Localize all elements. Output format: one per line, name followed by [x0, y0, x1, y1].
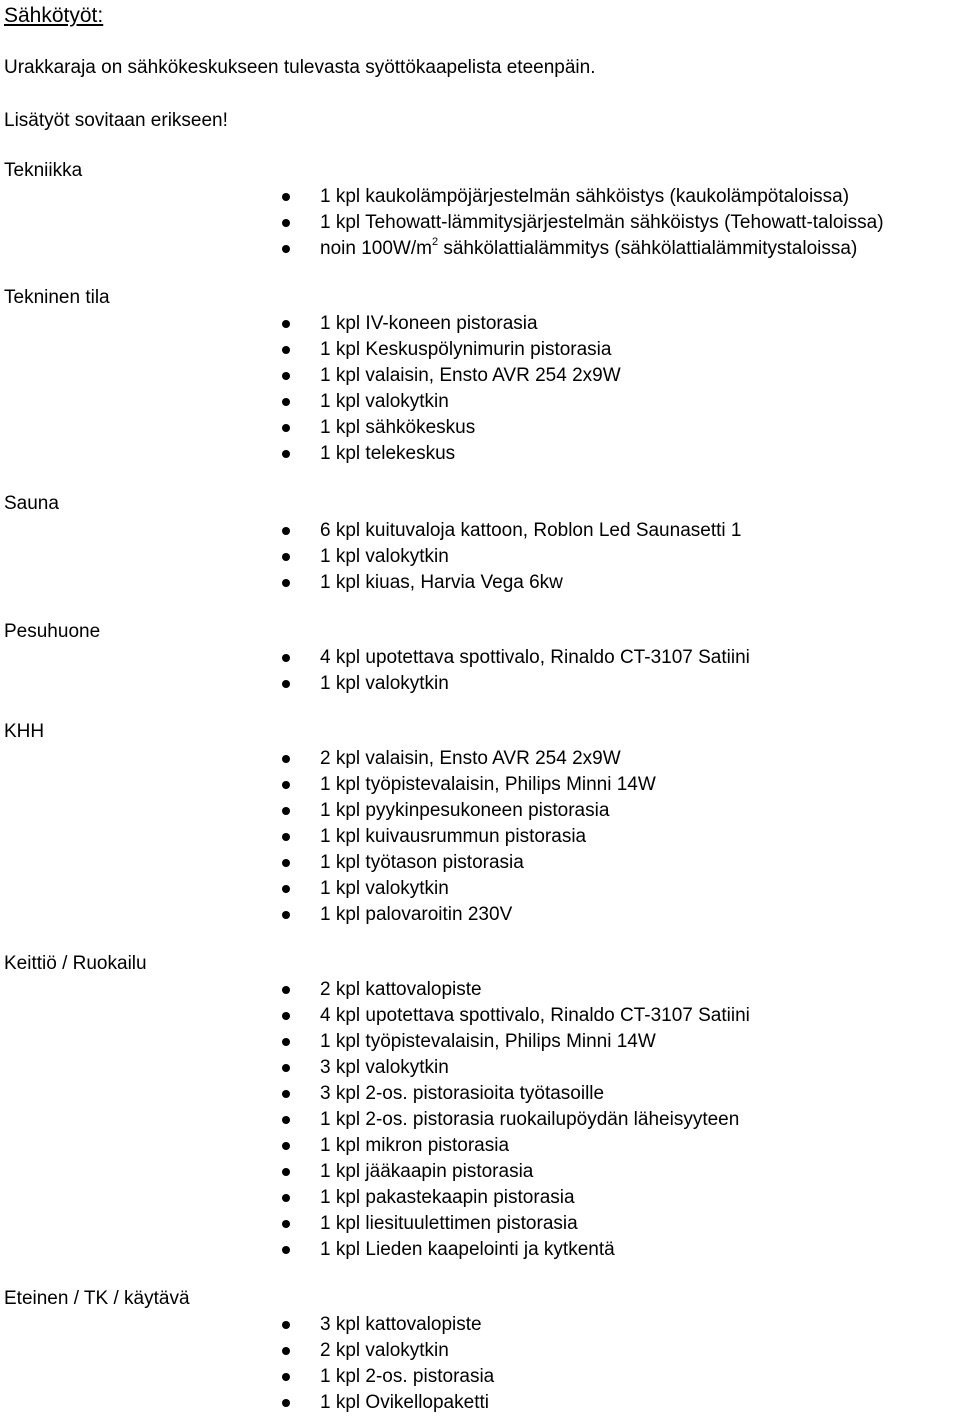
list-item	[0, 1390, 494, 1416]
section-list-sauna	[0, 518, 741, 596]
list-item	[0, 1338, 494, 1364]
section-list-khh	[0, 746, 656, 928]
section-label-tekninen-tila: Tekninen tila	[4, 287, 110, 308]
list-item	[0, 1081, 750, 1107]
bullet-icon	[282, 885, 290, 893]
section-list-eteinen	[0, 1312, 494, 1416]
list-item	[0, 518, 741, 544]
list-item	[0, 1107, 750, 1133]
list-item	[0, 977, 750, 1003]
bullet-icon	[282, 1064, 290, 1072]
list-item	[0, 876, 656, 902]
bullet-icon	[282, 346, 290, 354]
list-item	[0, 645, 750, 671]
list-item	[0, 746, 656, 772]
list-item-text: noin $100W/m^2$ sähkölattialämmitys (sähkölattialämmitystaloissa)	[320, 235, 858, 259]
list-item	[0, 671, 750, 697]
list-item-text: 1 kpl telekeskus	[320, 443, 456, 464]
section-label-tekniikka: Tekniikka	[4, 160, 83, 181]
list-item	[0, 850, 656, 876]
list-item	[0, 363, 621, 389]
list-item	[0, 1211, 750, 1237]
list-item-text: 1 kpl Tehowatt-lämmitysjärjestelmän sähköistys (Tehowatt-taloissa)	[320, 212, 884, 233]
list-item-text: 1 kpl valaisin, Ensto AVR 254 2x9W	[320, 365, 621, 386]
bullet-icon	[282, 1090, 290, 1098]
intro-paragraph: Lisätyöt sovitaan erikseen!	[4, 110, 228, 131]
list-item-text: 1 kpl valokytkin	[320, 391, 449, 412]
list-item-text: 2 kpl valokytkin	[320, 1340, 449, 1361]
bullet-icon	[282, 1116, 290, 1124]
list-item	[0, 902, 656, 928]
list-item	[0, 1185, 750, 1211]
bullet-icon	[282, 755, 290, 763]
list-item-text: 1 kpl pyykinpesukoneen pistorasia	[320, 800, 610, 821]
list-item	[0, 1237, 750, 1263]
section-list-tekninen-tila	[0, 311, 621, 467]
section-list-pesuhuone	[0, 645, 750, 697]
list-item-text: 1 kpl liesituulettimen pistorasia	[320, 1213, 578, 1234]
list-item	[0, 1364, 494, 1390]
bullet-icon	[282, 553, 290, 561]
intro-paragraph: Urakkaraja on sähkökeskukseen tulevasta syöttökaapelista eteenpäin.	[4, 57, 596, 78]
section-list-keittio-ruokailu	[0, 977, 750, 1263]
list-item-text: 1 kpl IV-koneen pistorasia	[320, 313, 538, 334]
list-item	[0, 337, 621, 363]
list-item	[0, 1312, 494, 1338]
list-item	[0, 798, 656, 824]
bullet-icon	[282, 654, 290, 662]
bullet-icon	[282, 1399, 290, 1407]
section-label-eteinen: Eteinen / TK / käytävä	[4, 1288, 190, 1309]
bullet-icon	[282, 807, 290, 815]
list-item-text: 1 kpl kuivausrummun pistorasia	[320, 826, 587, 847]
bullet-icon	[282, 1168, 290, 1176]
bullet-icon	[282, 1012, 290, 1020]
bullet-icon	[282, 911, 290, 919]
list-item	[0, 415, 621, 441]
list-item-text: 1 kpl 2-os. pistorasia	[320, 1366, 495, 1387]
bullet-icon	[282, 579, 290, 587]
list-item	[0, 311, 621, 337]
list-item	[0, 184, 884, 210]
bullet-icon	[282, 245, 290, 253]
list-item	[0, 1159, 750, 1185]
bullet-icon	[282, 986, 290, 994]
list-item	[0, 389, 621, 415]
list-item-text: 1 kpl valokytkin	[320, 546, 449, 567]
list-item-text: 3 kpl valokytkin	[320, 1057, 449, 1078]
page-title: Sähkötyöt:	[4, 4, 104, 27]
bullet-icon	[282, 1038, 290, 1046]
list-item-text: 1 kpl kiuas, Harvia Vega 6kw	[320, 572, 563, 593]
list-item-text: 4 kpl upotettava spottivalo, Rinaldo CT-3107 Satiini	[320, 647, 750, 668]
section-label-sauna: Sauna	[4, 493, 59, 514]
section-list-tekniikka	[0, 184, 884, 262]
list-item-text: 1 kpl mikron pistorasia	[320, 1135, 510, 1156]
list-item-text: 3 kpl 2-os. pistorasioita työtasoille	[320, 1083, 605, 1104]
list-item	[0, 236, 884, 262]
list-item	[0, 1029, 750, 1055]
list-item	[0, 210, 884, 236]
bullet-icon	[282, 680, 290, 688]
list-item-text: 1 kpl Keskuspölynimurin pistorasia	[320, 339, 612, 360]
list-item-text: 2 kpl kattovalopiste	[320, 979, 482, 1000]
bullet-icon	[282, 1347, 290, 1355]
list-item-text: 1 kpl 2-os. pistorasia ruokailupöydän läheisyyteen	[320, 1109, 740, 1130]
list-item-text: 1 kpl valokytkin	[320, 878, 449, 899]
bullet-icon	[282, 859, 290, 867]
list-item-text: 1 kpl valokytkin	[320, 673, 449, 694]
section-label-khh: KHH	[4, 721, 45, 742]
bullet-icon	[282, 833, 290, 841]
list-item	[0, 441, 621, 467]
list-item-text: 4 kpl upotettava spottivalo, Rinaldo CT-3107 Satiini	[320, 1005, 750, 1026]
bullet-icon	[282, 781, 290, 789]
bullet-icon	[282, 1194, 290, 1202]
list-item-text: 1 kpl kaukolämpöjärjestelmän sähköistys (kaukolämpötaloissa)	[320, 186, 850, 207]
bullet-icon	[282, 527, 290, 535]
list-item	[0, 772, 656, 798]
bullet-icon	[282, 1373, 290, 1381]
list-item	[0, 1055, 750, 1081]
bullet-icon	[282, 193, 290, 201]
list-item-text: 3 kpl kattovalopiste	[320, 1314, 482, 1335]
bullet-icon	[282, 1142, 290, 1150]
bullet-icon	[282, 320, 290, 328]
bullet-icon	[282, 1220, 290, 1228]
list-item-text: 1 kpl pakastekaapin pistorasia	[320, 1187, 575, 1208]
list-item-text: 2 kpl valaisin, Ensto AVR 254 2x9W	[320, 748, 621, 769]
section-label-pesuhuone: Pesuhuone	[4, 621, 101, 642]
list-item	[0, 824, 656, 850]
bullet-icon	[282, 1246, 290, 1254]
bullet-icon	[282, 1321, 290, 1329]
list-item-text: 1 kpl sähkökeskus	[320, 417, 476, 438]
bullet-icon	[282, 372, 290, 380]
list-item-text: 1 kpl työpistevalaisin, Philips Minni 14W	[320, 1031, 656, 1052]
bullet-icon	[282, 398, 290, 406]
list-item-text: 1 kpl Ovikellopaketti	[320, 1392, 489, 1413]
bullet-icon	[282, 424, 290, 432]
list-item	[0, 570, 741, 596]
list-item-text: 6 kpl kuituvaloja kattoon, Roblon Led Saunasetti 1	[320, 520, 742, 541]
superscript: 2	[431, 235, 439, 248]
section-label-keittio-ruokailu: Keittiö / Ruokailu	[4, 953, 147, 974]
bullet-icon	[282, 219, 290, 227]
list-item-text: 1 kpl työpistevalaisin, Philips Minni 14W	[320, 774, 656, 795]
list-item	[0, 1003, 750, 1029]
list-item-text: 1 kpl työtason pistorasia	[320, 852, 524, 873]
list-item-text: 1 kpl palovaroitin 230V	[320, 904, 513, 925]
list-item-text: 1 kpl Lieden kaapelointi ja kytkentä	[320, 1239, 615, 1260]
list-item	[0, 1133, 750, 1159]
list-item-text: 1 kpl jääkaapin pistorasia	[320, 1161, 534, 1182]
bullet-icon	[282, 450, 290, 458]
list-item	[0, 544, 741, 570]
